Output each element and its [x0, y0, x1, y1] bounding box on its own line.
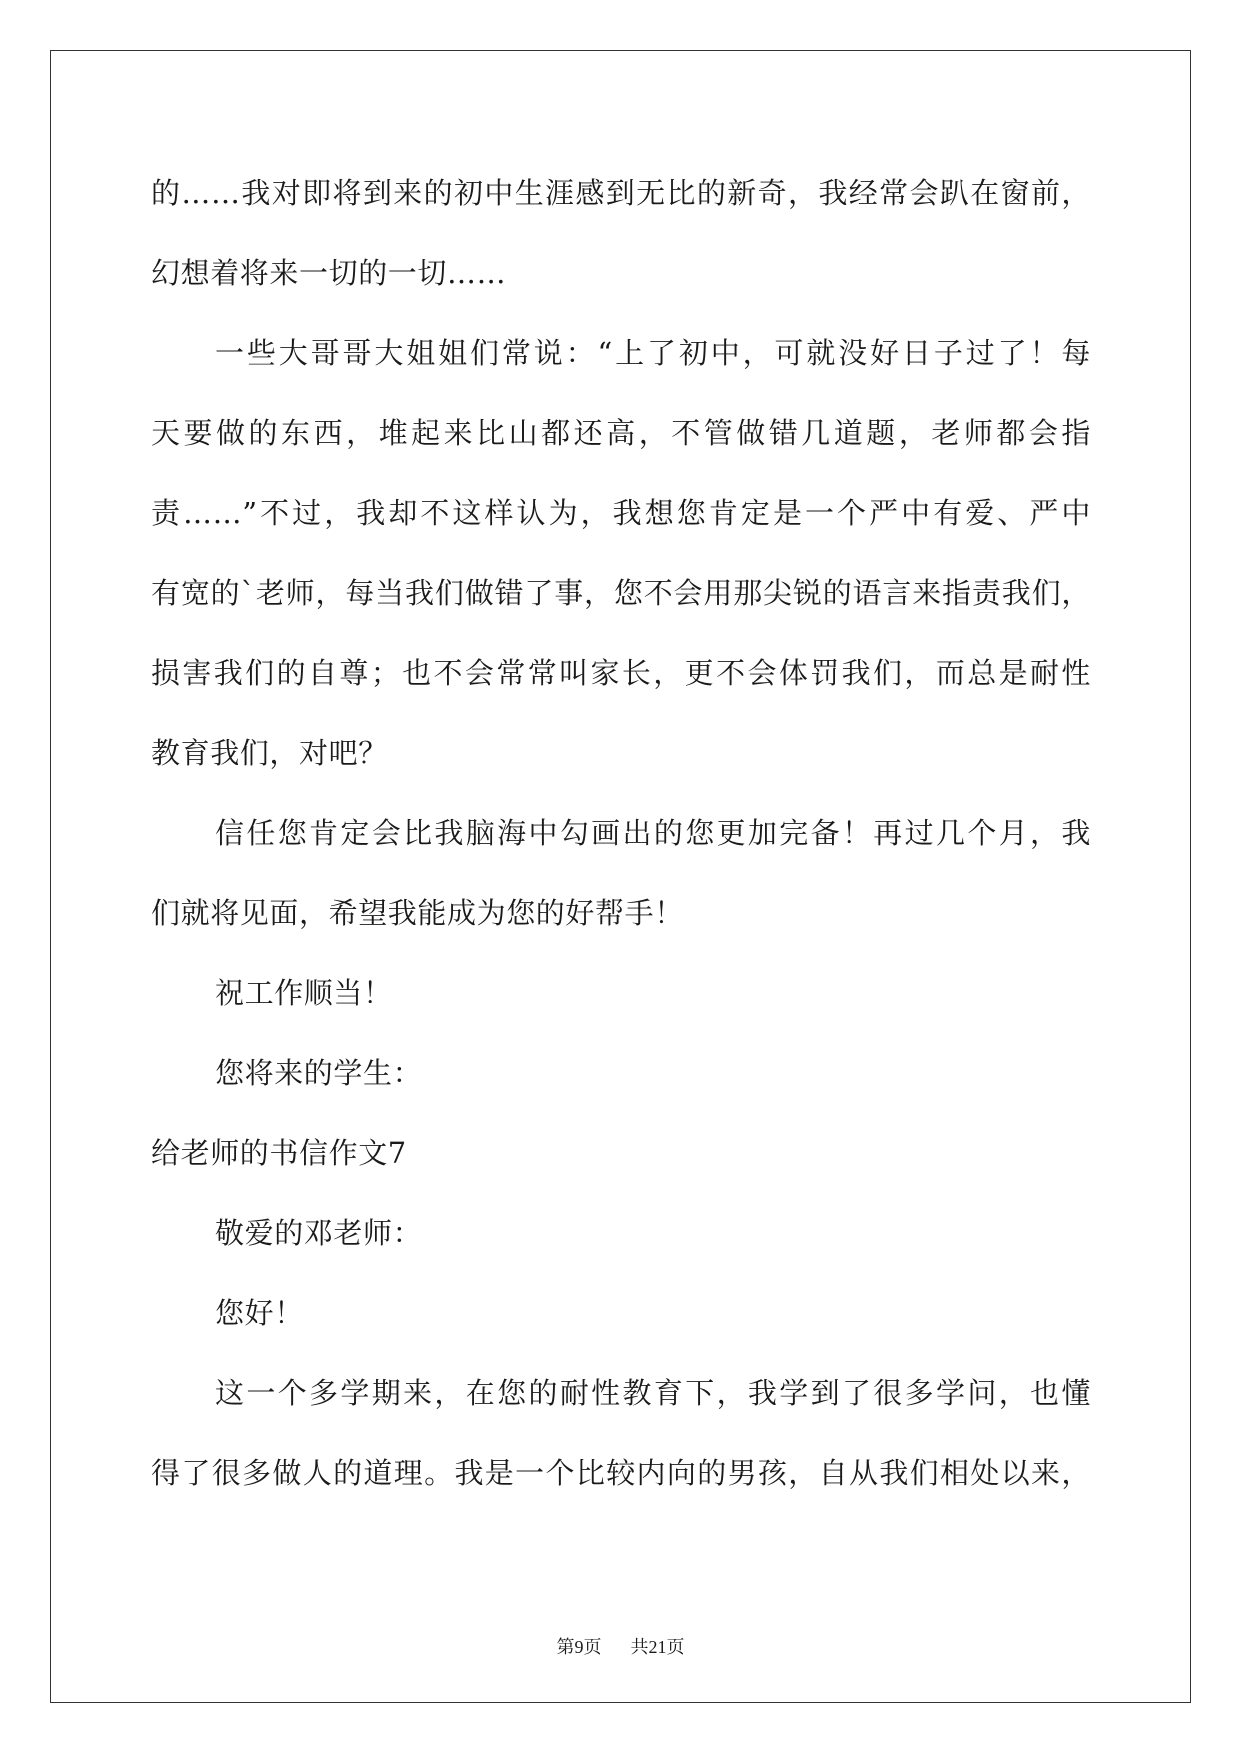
salutation: 敬爱的邓老师：: [215, 1216, 423, 1250]
section-heading: 给老师的书信作文7: [151, 1136, 407, 1170]
paragraph-start-line: 一些大哥哥大姐姐们常说：“上了初中，可就没好日子过了！每: [215, 336, 1091, 370]
closing-wish: 祝工作顺当！: [215, 976, 393, 1010]
text-line: 得了很多做人的道理。我是一个比较内向的男孩，自从我们相处以来，: [151, 1456, 1091, 1490]
page-footer: [0, 1633, 1241, 1659]
page-total: 共21页: [630, 1637, 685, 1657]
text-line: 的……我对即将到来的初中生涯感到无比的新奇，我经常会趴在窗前，: [151, 176, 1091, 210]
text-line: 教育我们，对吧？: [151, 736, 388, 770]
greeting: 您好！: [215, 1296, 304, 1330]
text-line: 有宽的`老师，每当我们做错了事，您不会用那尖锐的语言来指责我们，: [151, 576, 1091, 610]
page-number: 第9页: [556, 1637, 602, 1657]
paragraph-start-line: 这一个多学期来，在您的耐性教育下，我学到了很多学问，也懂: [215, 1376, 1091, 1410]
text-line: 幻想着将来一切的一切……: [151, 256, 507, 290]
text-line: 们就将见面，希望我能成为您的好帮手！: [151, 896, 684, 930]
document-body: [151, 153, 1091, 1513]
paragraph-start-line: 信任您肯定会比我脑海中勾画出的您更加完备！再过几个月，我: [215, 816, 1091, 850]
text-line: 天要做的东西，堆起来比山都还高，不管做错几道题，老师都会指: [151, 416, 1091, 450]
text-line: 损害我们的自尊；也不会常常叫家长，更不会体罚我们，而总是耐性: [151, 656, 1091, 690]
text-line: 责……”不过，我却不这样认为，我想您肯定是一个严中有爱、严中: [151, 496, 1091, 530]
signature-line: 您将来的学生：: [215, 1056, 423, 1090]
